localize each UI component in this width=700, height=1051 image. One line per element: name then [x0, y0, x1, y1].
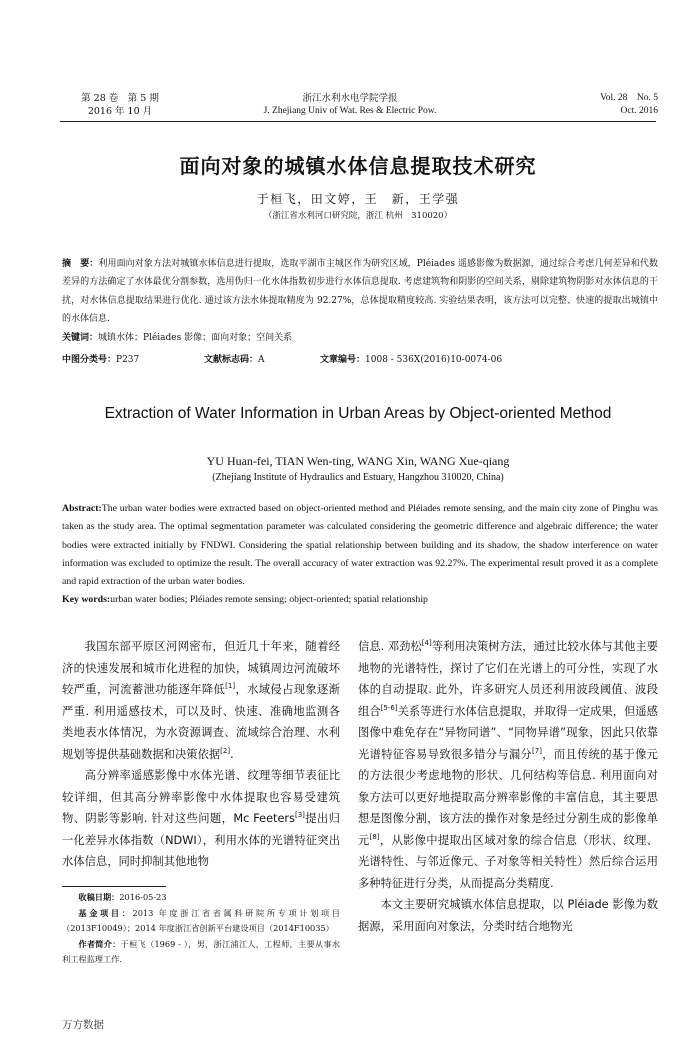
classification-row	[62, 353, 658, 367]
text: 信息. 邓劲松	[358, 640, 422, 653]
keywords-cn-label: 关键词：	[62, 332, 99, 343]
received-date	[62, 890, 340, 906]
date-cn: 2016 年 10 月	[87, 106, 153, 117]
header-rule	[60, 121, 656, 122]
clc-label: 中图分类号：	[62, 355, 117, 365]
keywords-en	[62, 594, 658, 605]
date-en: Oct. 2016	[620, 106, 658, 116]
fund-value: 2013 年度浙江省省属科研院所专项计划项目（2013F10049）；2014 年度浙江省创新平台建设项目（2014F10035）	[62, 907, 340, 933]
author-bio	[62, 937, 340, 968]
abstract-cn	[62, 255, 658, 347]
received-label: 收稿日期：	[78, 892, 120, 902]
header-issue-cn	[60, 92, 180, 118]
volume-issue-en: Vol. 28 No. 5	[600, 93, 658, 103]
article-number-value: 1008 - 536X(2016)10-0074-06	[365, 355, 503, 365]
citation: [7]	[532, 746, 542, 755]
keywords-en-label: Key words:	[62, 594, 111, 605]
journal-name-cn: 浙江水利水电学院学报	[302, 93, 398, 104]
clc-value: P237	[116, 355, 140, 365]
paragraph	[62, 765, 340, 873]
header-journal	[200, 92, 500, 118]
text: 我国东部平原区河网密布，但近几十年来，随着经济的快速发展和城市化进程的加快，城镇周边河流破坏较严重，河流蓄泄功能逐年降低	[62, 640, 340, 696]
abstract-en-label: Abstract:	[62, 503, 102, 514]
affiliation-cn: （浙江省水利河口研究院，浙江 杭州 310020）	[263, 211, 453, 221]
affiliation-en: (Zhejiang Institute of Hydraulics and Estuary, Hangzhou 310020, China)	[212, 472, 504, 483]
citation: [3]	[294, 811, 305, 819]
fund-info	[62, 906, 340, 937]
clc-number	[62, 353, 204, 367]
doc-code-label: 文献标志码：	[204, 355, 259, 365]
text: ，而且传统的基于像元的方法很少考虑地物的形状、几何结构等信息. 利用面向对象方法可以更好地提取高分辨率影像的丰富信息，其主要思想是图像分割，该方法的操作对象是经过分割生成的影像单元	[358, 747, 658, 847]
watermark-wanfang: 万方数据	[62, 1019, 104, 1031]
doc-code	[204, 353, 320, 367]
text: 提出归一化差异水体指数（NDWI），利用水体的光谱特征突出水体信息，同时抑制其他地物	[62, 812, 340, 868]
text: .	[230, 747, 234, 761]
paragraph	[62, 636, 340, 765]
authors-cn: 于桓飞，田文婷，王 新，王学强	[256, 192, 460, 206]
text: ，从影像中提取出区域对象的综合信息（形状、纹理、光谱特性、与邻近像元、子对象等相关特性）然后综合运用多种特征进行分类，从而提高分类精度.	[358, 833, 658, 890]
text: 高分辨率遥感影像中水体光谱、纹理等细节表征比较详细，但其高分辨率影像中水体提取也容易受建筑物、阴影等影响. 针对这些问题，Mc Feeters	[62, 769, 340, 825]
fund-label: 基金项目：	[78, 907, 133, 918]
keywords-cn-text: 城镇水体；Pléiades 影像；面向对象；空间关系	[98, 332, 293, 343]
footnotes	[62, 890, 340, 968]
citation: [8]	[369, 832, 380, 841]
keywords-en-text: urban water bodies; Pléiades remote sensing; object-oriented; spatial relationship	[110, 594, 428, 605]
doc-code-value: A	[258, 355, 265, 365]
text: 等利用决策树方法，通过比较水体与其他主要地物的光谱特性，探讨了它们在光谱上的可分性，实现了水体的自动提取. 此外，许多研究人员还利用波段阈值、波段组合	[358, 640, 658, 718]
journal-name-en: J. Zhejiang Univ of Wat. Res & Electric Pow.	[263, 106, 437, 116]
paper-title-cn: 面向对象的城镇水体信息提取技术研究	[179, 154, 537, 178]
body-column-right	[358, 636, 658, 937]
volume-issue-cn: 第 28 卷 第 5 期	[81, 93, 159, 104]
citation: [4]	[421, 639, 432, 647]
header-issue-en	[548, 92, 658, 118]
author-bio-label: 作者简介：	[78, 938, 121, 949]
body-column-left	[62, 636, 340, 873]
footnote-rule	[62, 886, 166, 887]
abstract-en	[62, 500, 658, 591]
paper-title-en: Extraction of Water Information in Urban Areas by Object-oriented Method	[104, 405, 612, 422]
citation: [1]	[225, 682, 236, 690]
text: 关系等进行水体信息提取，并取得一定成果，但遥感图像中难免存在“异物同谱”、“同物异谱”现象，因此只依靠光谱特征容易导致很多错分与漏分	[358, 704, 658, 761]
paragraph: 本文主要研究城镇水体信息提取，以 Pléiade 影像为数据源，采用面向对象法，分类时结合地物光	[358, 898, 658, 933]
article-number	[320, 353, 502, 367]
abstract-en-text: The urban water bodies were extracted based on object-oriented method and Pléiades remote sensing, and the main city zone of Pinghu was taken as the study area. The optimal segmentation parameter was calculated considering the geometric difference and algebraic difference; the water bodies were extracted initially by FNDWI. Considering the spatial relationship between building and its shadow, the shadow interference on water information was excluded to optimize the result. The overall accuracy of water extraction was 92.27%. The experimental result proved it as a complete and rapid extraction of the urban water bodies.	[62, 503, 658, 588]
abstract-cn-label: 摘 要：	[62, 259, 99, 269]
paragraph	[358, 636, 658, 894]
citation: [2]	[220, 746, 231, 755]
citation: [5-6]	[380, 703, 398, 712]
abstract-cn-text: 利用面向对象方法对城镇水体信息进行提取，选取平湖市主城区作为研究区域，Pléiades 遥感影像为数据源，通过综合考虑几何差异和代数差异的方法确定了水体最优分割参数，选用伪归一化水体指数初步进行水体信息提取. 考虑建筑物和阴影的空间关系，剔除建筑物阴影对水体信息的干扰，对水体信息提取结果进行优化. 通过该方法水体提取精度为 92.27%，总体提取精度较高. 实验结果表明，该方法可以完整、快速的提取出城镇中的水体信息.	[62, 259, 658, 325]
received-value: 2016-05-23	[119, 892, 167, 902]
article-number-label: 文章编号：	[320, 355, 366, 365]
author-bio-value: 于桓飞（1969 - ），男，浙江浦江人，工程师，主要从事水利工程监理工作.	[62, 938, 340, 964]
authors-en: YU Huan-fei, TIAN Wen-ting, WANG Xin, WANG Xue-qiang	[206, 454, 510, 468]
text: ，水域侵占现象逐渐严重. 利用遥感技术，可以及时、快速、准确地监测各类地表水体情况，为水资源调查、流域综合治理、水利规划等提供基础数据和决策依据	[62, 683, 340, 761]
